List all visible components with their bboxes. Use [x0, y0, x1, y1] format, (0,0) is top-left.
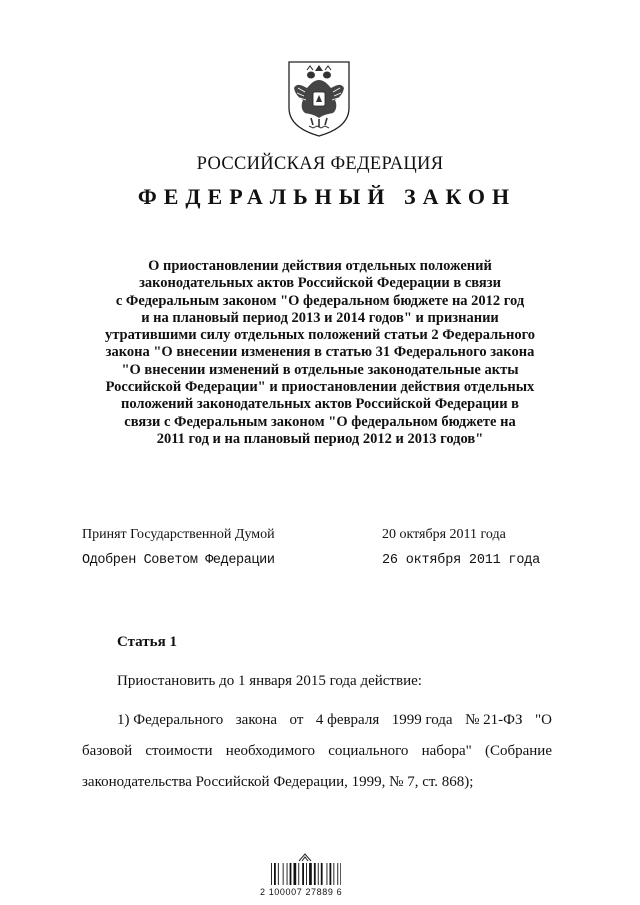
- title-line: связи с Федеральным законом "О федеральном бюджете на: [124, 413, 516, 430]
- title-line: "О внесении изменений в отдельные законодательные акты: [121, 361, 519, 378]
- barcode-logo-icon: [297, 852, 313, 862]
- word: 1) Федерального: [117, 712, 224, 728]
- article-item-line: законодательства Российской Федерации, 1999, № 7, ст. 868);: [82, 774, 474, 790]
- title-line: с Федеральным законом "О федеральном бюджете на 2012 год: [115, 292, 525, 309]
- title-line: и на плановый период 2013 и 2014 годов" и признании: [141, 309, 499, 326]
- approved-date: 26 октября 2011 года: [382, 553, 541, 568]
- word: стоимости: [145, 743, 213, 759]
- article-item-line: [82, 743, 552, 760]
- word: базовой: [82, 743, 133, 759]
- title-line: 2011 год и на плановый период 2012 и 2013 годов": [156, 430, 484, 447]
- law-title: [70, 258, 570, 448]
- title-line: О приостановлении действия отдельных положений: [148, 258, 492, 274]
- approved-by-council-label: Одобрен Советом Федерации: [82, 553, 275, 568]
- word: необходимого: [225, 743, 315, 759]
- word: закона: [235, 712, 278, 728]
- adopted-by-duma-label: Принят Государственной Думой: [82, 527, 275, 542]
- barcode-number: 2 100007 27889 6: [260, 887, 343, 897]
- coat-of-arms-emblem-icon: [283, 58, 355, 138]
- article-item-line: [117, 712, 552, 729]
- word: "О: [534, 712, 552, 728]
- title-line: утратившими силу отдельных положений статьи 2 Федерального: [104, 327, 536, 344]
- word: от: [289, 712, 304, 728]
- title-line: Российской Федерации" и приостановлении действия отдельных: [105, 379, 535, 396]
- article-intro: Приостановить до 1 января 2015 года действие:: [117, 673, 422, 689]
- title-line: закона "О внесении изменения в статью 31 Федерального закона: [105, 344, 535, 361]
- barcode-graphic-icon: [271, 863, 341, 885]
- document-type-heading: ФЕДЕРАЛЬНЫЙ ЗАКОН: [137, 184, 517, 209]
- article-heading: Статья 1: [117, 634, 177, 650]
- word: 4 февраля: [315, 712, 380, 728]
- word: (Собрание: [484, 743, 552, 759]
- title-line: законодательных актов Российской Федерации в связи: [139, 275, 501, 292]
- adopted-date: 20 октября 2011 года: [382, 527, 506, 542]
- word: набора": [421, 743, 472, 759]
- word: № 21-ФЗ: [465, 712, 523, 728]
- country-heading: РОССИЙСКАЯ ФЕДЕРАЦИЯ: [196, 154, 444, 174]
- word: социального: [328, 743, 409, 759]
- word: 1999 года: [391, 712, 453, 728]
- title-line: положений законодательных актов Российской Федерации в: [120, 396, 520, 413]
